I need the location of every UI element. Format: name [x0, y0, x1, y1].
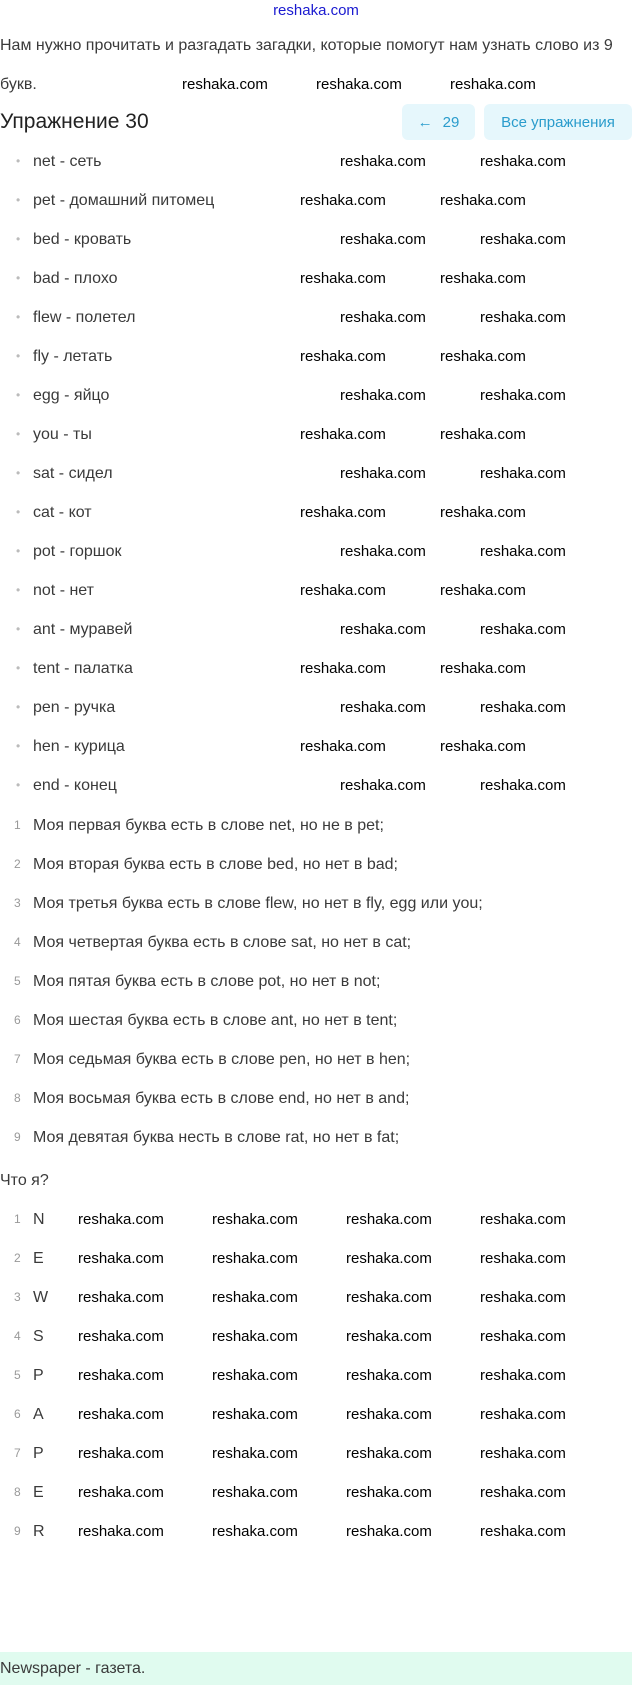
list-item [0, 1356, 48, 1395]
arrow-left-icon: ← [417, 113, 433, 131]
question-text: Что я? [0, 1172, 49, 1189]
watermark: reshaka.com [340, 621, 426, 638]
exercise-header [0, 104, 632, 140]
item-number: 3 [14, 1290, 21, 1304]
watermark: reshaka.com [480, 1484, 566, 1501]
list-item [0, 571, 214, 610]
watermark: reshaka.com [480, 1523, 566, 1540]
watermark: reshaka.com [480, 1367, 566, 1384]
watermark: reshaka.com [440, 348, 526, 365]
item-number: 7 [14, 1446, 21, 1460]
bullet-icon: • [16, 466, 21, 480]
list-item [0, 1118, 483, 1157]
list-item [0, 298, 214, 337]
watermark: reshaka.com [440, 660, 526, 677]
list-item [0, 766, 214, 805]
item-text: A [33, 1406, 44, 1423]
watermark: reshaka.com [300, 738, 386, 755]
watermark: reshaka.com [440, 270, 526, 287]
watermark: reshaka.com [340, 777, 426, 794]
list-item [0, 259, 214, 298]
bullet-icon: • [16, 154, 21, 168]
watermark: reshaka.com [440, 582, 526, 599]
item-text: sat - сидел [33, 465, 113, 482]
watermark: reshaka.com [212, 1289, 298, 1306]
list-item [0, 1239, 48, 1278]
watermark: reshaka.com [480, 777, 566, 794]
item-text: E [33, 1484, 44, 1501]
list-item [0, 1001, 483, 1040]
watermark: reshaka.com [212, 1211, 298, 1228]
watermark: reshaka.com [340, 231, 426, 248]
item-text: P [33, 1367, 44, 1384]
item-text: bad - плохо [33, 270, 118, 287]
list-item [0, 142, 214, 181]
watermark: reshaka.com [480, 387, 566, 404]
item-text: pen - ручка [33, 699, 116, 716]
watermark: reshaka.com [440, 504, 526, 521]
answer-box: Newspaper - газета. [0, 1652, 632, 1685]
watermark: reshaka.com [440, 738, 526, 755]
item-text: pot - горшок [33, 543, 122, 560]
item-text: pet - домашний питомец [33, 192, 215, 209]
item-text: flew - полетел [33, 309, 136, 326]
watermark: reshaka.com [480, 1211, 566, 1228]
watermark: reshaka.com [346, 1523, 432, 1540]
watermark: reshaka.com [480, 621, 566, 638]
list-item [0, 1040, 483, 1079]
letter-list [0, 1200, 48, 1551]
watermark: reshaka.com [78, 1445, 164, 1462]
watermark: reshaka.com [340, 153, 426, 170]
item-number: 4 [14, 935, 21, 949]
watermark: reshaka.com [212, 1445, 298, 1462]
bullet-icon: • [16, 271, 21, 285]
list-item [0, 1200, 48, 1239]
item-text: hen - курица [33, 738, 125, 755]
list-item [0, 220, 214, 259]
item-text: Моя пятая буква есть в слове pot, но нет в not; [33, 973, 381, 990]
watermark: reshaka.com [316, 76, 402, 93]
riddle-list [0, 806, 483, 1157]
bullet-icon: • [16, 661, 21, 675]
list-item [0, 1434, 48, 1473]
item-text: fly - летать [33, 348, 113, 365]
item-number: 9 [14, 1130, 21, 1144]
watermark: reshaka.com [300, 348, 386, 365]
list-item [0, 688, 214, 727]
watermark: reshaka.com [300, 192, 386, 209]
watermark: reshaka.com [440, 192, 526, 209]
item-text: R [33, 1523, 45, 1540]
watermark: reshaka.com [300, 504, 386, 521]
list-item [0, 806, 483, 845]
list-item [0, 1395, 48, 1434]
page-title: Упражнение 30 [0, 110, 149, 133]
watermark: reshaka.com [340, 699, 426, 716]
item-text: Моя третья буква есть в слове flew, но нет в fly, egg или you; [33, 895, 483, 912]
bullet-icon: • [16, 544, 21, 558]
item-number: 8 [14, 1091, 21, 1105]
word-list [0, 142, 214, 805]
watermark: reshaka.com [346, 1250, 432, 1267]
item-number: 3 [14, 896, 21, 910]
all-exercises-button[interactable]: Все упражнения [484, 104, 632, 140]
watermark: reshaka.com [300, 270, 386, 287]
item-text: Моя шестая буква есть в слове ant, но нет в tent; [33, 1012, 398, 1029]
watermark: reshaka.com [480, 465, 566, 482]
watermark: reshaka.com [346, 1445, 432, 1462]
list-item [0, 884, 483, 923]
intro-text: Нам нужно прочитать и разгадать загадки, которые помогут нам узнать слово из 9 букв. [0, 37, 613, 93]
bullet-icon: • [16, 505, 21, 519]
item-text: Моя вторая буква есть в слове bed, но нет в bad; [33, 856, 398, 873]
item-number: 1 [14, 1212, 21, 1226]
list-item [0, 376, 214, 415]
item-text: P [33, 1445, 44, 1462]
list-item [0, 415, 214, 454]
watermark: reshaka.com [480, 1406, 566, 1423]
watermark: reshaka.com [78, 1328, 164, 1345]
list-item [0, 923, 483, 962]
watermark: reshaka.com [212, 1328, 298, 1345]
list-item [0, 181, 214, 220]
bullet-icon: • [16, 739, 21, 753]
item-text: Моя восьмая буква есть в слове end, но нет в and; [33, 1090, 410, 1107]
item-number: 8 [14, 1485, 21, 1499]
watermark: reshaka.com [480, 1445, 566, 1462]
watermark: reshaka.com [480, 699, 566, 716]
watermark: reshaka.com [212, 1523, 298, 1540]
watermark: reshaka.com [78, 1523, 164, 1540]
watermark: reshaka.com [212, 1367, 298, 1384]
bullet-icon: • [16, 778, 21, 792]
item-text: net - сеть [33, 153, 102, 170]
bullet-icon: • [16, 310, 21, 324]
watermark: reshaka.com [300, 582, 386, 599]
watermark: reshaka.com [78, 1250, 164, 1267]
watermark: reshaka.com [346, 1211, 432, 1228]
item-text: you - ты [33, 426, 92, 443]
list-item [0, 845, 483, 884]
item-text: bed - кровать [33, 231, 132, 248]
bullet-icon: • [16, 622, 21, 636]
watermark: reshaka.com [480, 543, 566, 560]
list-item [0, 454, 214, 493]
bullet-icon: • [16, 583, 21, 597]
item-text: tent - палатка [33, 660, 133, 677]
item-text: Моя первая буква есть в слове net, но не в pet; [33, 817, 384, 834]
watermark: reshaka.com [480, 153, 566, 170]
list-item [0, 1473, 48, 1512]
bullet-icon: • [16, 700, 21, 714]
watermark: reshaka.com [480, 309, 566, 326]
bullet-icon: • [16, 388, 21, 402]
bullet-icon: • [16, 193, 21, 207]
item-text: N [33, 1211, 45, 1228]
watermark: reshaka.com [346, 1289, 432, 1306]
watermark: reshaka.com [480, 1289, 566, 1306]
list-item [0, 1079, 483, 1118]
item-text: cat - кот [33, 504, 92, 521]
watermark: reshaka.com [78, 1484, 164, 1501]
watermark: reshaka.com [78, 1211, 164, 1228]
previous-exercise-button[interactable] [402, 104, 475, 140]
item-number: 4 [14, 1329, 21, 1343]
list-item [0, 493, 214, 532]
watermark: reshaka.com [480, 231, 566, 248]
watermark: reshaka.com [340, 543, 426, 560]
item-text: E [33, 1250, 44, 1267]
watermark: reshaka.com [78, 1406, 164, 1423]
item-text: Моя седьмая буква есть в слове pen, но нет в hen; [33, 1051, 411, 1068]
watermark: reshaka.com [212, 1250, 298, 1267]
watermark: reshaka.com [340, 387, 426, 404]
item-number: 5 [14, 974, 21, 988]
item-number: 6 [14, 1013, 21, 1027]
item-text: ant - муравей [33, 621, 133, 638]
list-item [0, 1512, 48, 1551]
list-item [0, 532, 214, 571]
watermark: reshaka.com [480, 1328, 566, 1345]
list-item [0, 1317, 48, 1356]
list-item [0, 337, 214, 376]
item-number: 1 [14, 818, 21, 832]
watermark: reshaka.com [340, 465, 426, 482]
watermark: reshaka.com [182, 76, 268, 93]
item-text: end - конец [33, 777, 117, 794]
item-number: 2 [14, 1251, 21, 1265]
watermark: reshaka.com [480, 1250, 566, 1267]
watermark: reshaka.com [346, 1406, 432, 1423]
list-item [0, 962, 483, 1001]
watermark: reshaka.com [78, 1289, 164, 1306]
watermark: reshaka.com [346, 1367, 432, 1384]
watermark: reshaka.com [300, 426, 386, 443]
list-item [0, 1278, 48, 1317]
list-item [0, 649, 214, 688]
item-number: 5 [14, 1368, 21, 1382]
list-item [0, 610, 214, 649]
watermark: reshaka.com [346, 1328, 432, 1345]
watermark: reshaka.com [450, 76, 536, 93]
item-number: 9 [14, 1524, 21, 1538]
item-number: 6 [14, 1407, 21, 1421]
item-text: S [33, 1328, 44, 1345]
bullet-icon: • [16, 427, 21, 441]
watermark: reshaka.com [346, 1484, 432, 1501]
bullet-icon: • [16, 232, 21, 246]
item-text: not - нет [33, 582, 94, 599]
watermark: reshaka.com [78, 1367, 164, 1384]
watermark: reshaka.com [340, 309, 426, 326]
item-number: 7 [14, 1052, 21, 1066]
previous-exercise-label: 29 [442, 113, 460, 131]
item-number: 2 [14, 857, 21, 871]
bullet-icon: • [16, 349, 21, 363]
watermark: reshaka.com [212, 1406, 298, 1423]
item-text: egg - яйцо [33, 387, 110, 404]
item-text: Моя девятая буква несть в слове rat, но нет в fat; [33, 1129, 400, 1146]
watermark: reshaka.com [212, 1484, 298, 1501]
watermark: reshaka.com [440, 426, 526, 443]
item-text: W [33, 1289, 49, 1306]
watermark: reshaka.com [300, 660, 386, 677]
item-text: Моя четвертая буква есть в слове sat, но нет в cat; [33, 934, 412, 951]
list-item [0, 727, 214, 766]
watermark-top: reshaka.com [273, 2, 359, 19]
